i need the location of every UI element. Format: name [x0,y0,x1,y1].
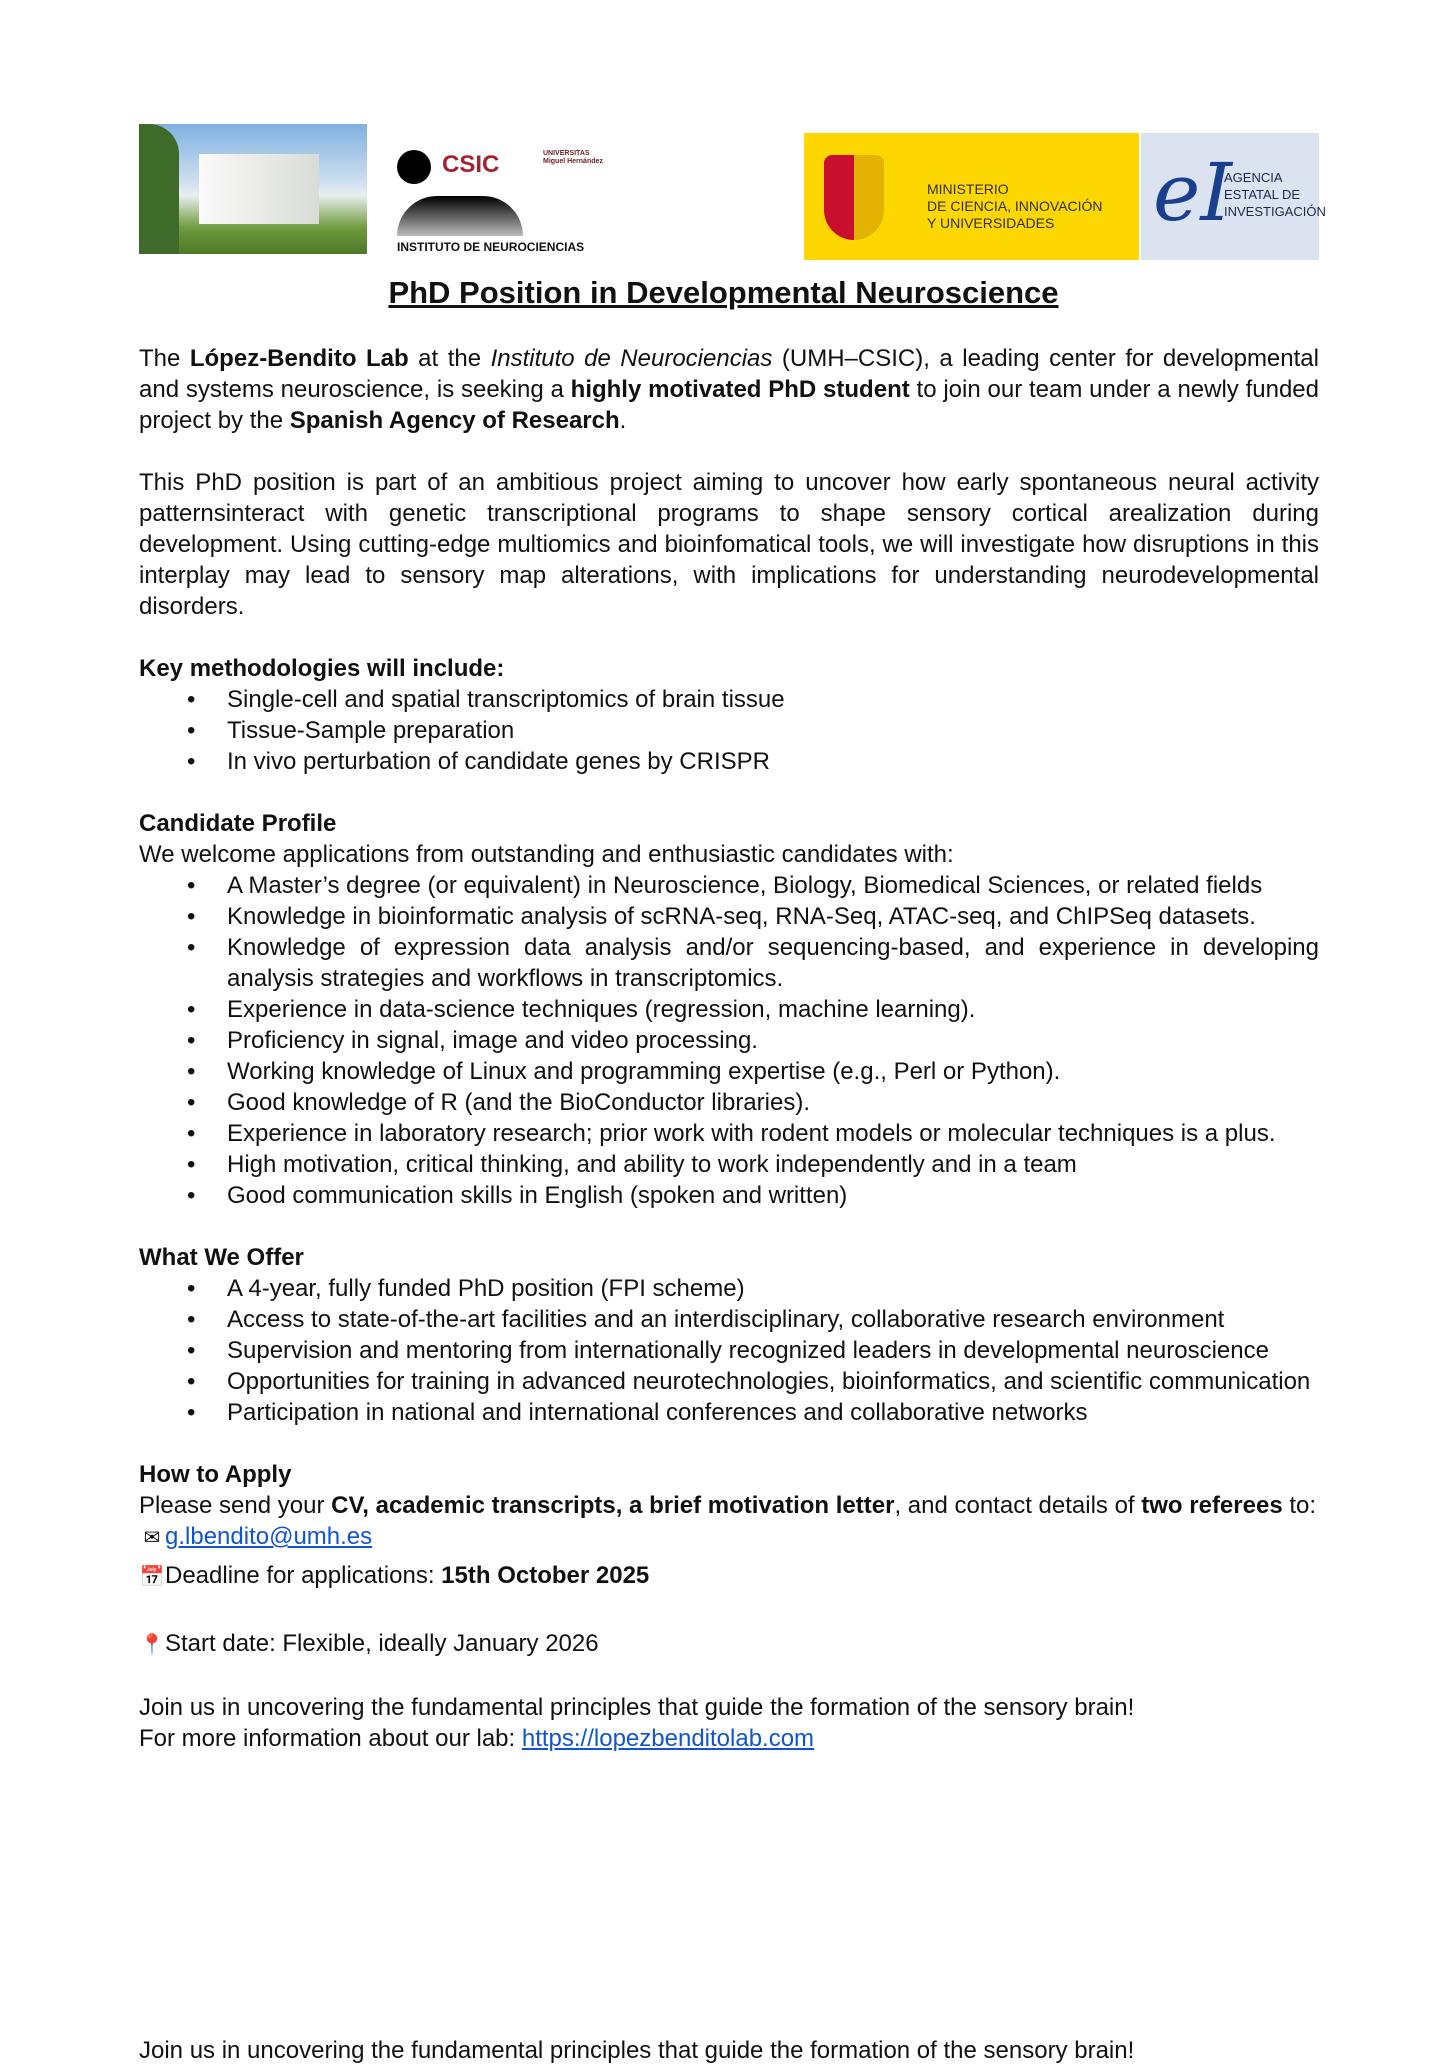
methods-list [139,684,1319,777]
list-item: • Knowledge of expression data analysis and/or sequencing-based, and experience in developing analysis strategies and workflows in transcriptomics. [227,932,1319,994]
project-paragraph: This PhD position is part of an ambitious project aiming to uncover how early spontaneous neural activity patternsinteract with genetic transcriptional programs to shape sensory cortical arealization during development. Using cutting-edge multiomics and bioinfomatical tools, we will investigate how disruptions in this interplay may lead to sensory map alterations, with implications for understanding neurodevelopmental disorders. [139,469,1319,620]
agency-logo: eI AGENCIA ESTATAL DE INVESTIGACIÓN [1141,133,1319,260]
offer-list [139,1273,1319,1428]
list-item: • Access to state-of-the-art facilities and an interdisciplinary, collaborative research environment [227,1304,1319,1335]
calendar-icon: 📅 [139,1566,165,1588]
apply-heading: How to Apply [139,1461,292,1488]
list-item: • Opportunities for training in advanced neurotechnologies, bioinformatics, and scientific communication [227,1366,1319,1397]
list-item: • Good communication skills in English (spoken and written) [227,1180,1319,1211]
start-date-line: 📍Start date: Flexible, ideally January 2026 [139,1628,1319,1661]
lab-website-link[interactable]: https://lopezbenditolab.com [521,1725,815,1752]
methods-heading: Key methodologies will include: [139,655,505,682]
list-item: • A 4-year, fully funded PhD position (FPI scheme) [227,1273,1319,1304]
csic-logo: CSIC [442,151,500,178]
list-item: • Participation in national and international conferences and collaborative networks [227,1397,1319,1428]
offer-heading: What We Offer [139,1244,304,1271]
profile-list [139,870,1319,1211]
list-item: • Experience in laboratory research; prior work with rodent models or molecular techniques is a plus. [227,1118,1319,1149]
profile-intro: We welcome applications from outstanding and enthusiastic candidates with: [139,841,954,868]
list-item: • Tissue-Sample preparation [227,715,1319,746]
more-info-line: For more information about our lab: https://lopezbenditolab.com [139,1725,815,1752]
umh-logo: UNIVERSITAS Miguel Hernández [543,150,603,165]
list-item: • Proficiency in signal, image and video processing. [227,1025,1319,1056]
spain-coat-of-arms-icon [824,155,884,240]
envelope-icon: ✉ [143,1527,161,1549]
instituto-neurociencias-logo: CSIC UNIVERSITAS Miguel Hernández INSTITUTO DE NEUROCIENCIAS [397,134,627,254]
list-item: • High motivation, critical thinking, and ability to work independently and in a team [227,1149,1319,1180]
deadline-line: 📅Deadline for applications: 15th October 2025 [139,1560,1319,1593]
email-line [139,1521,1319,1554]
list-item: • A Master’s degree (or equivalent) in Neuroscience, Biology, Biomedical Sciences, or related fields [227,870,1319,901]
intro-paragraph: The López-Bendito Lab at the Instituto de Neurociencias (UMH–CSIC), a leading center for developmental and systems neuroscience, is seeking a highly motivated PhD student to join our team under a newly funded project by the Spanish Agency of Research. [139,345,1320,434]
list-item: • Good knowledge of R (and the BioConductor libraries). [227,1087,1319,1118]
list-item: • Single-cell and spatial transcriptomics of brain tissue [227,684,1319,715]
closing-line: Join us in uncovering the fundamental principles that guide the formation of the sensory brain! [139,1694,1135,1721]
ministry-logo: MINISTERIO DE CIENCIA, INNOVACIÓN Y UNIVERSIDADES [804,133,1139,260]
document-body [139,343,1319,1754]
email-link[interactable]: g.lbendito@umh.es [165,1523,373,1550]
list-item: • Working knowledge of Linux and programming expertise (e.g., Perl or Python). [227,1056,1319,1087]
list-item: • Supervision and mentoring from internationally recognized leaders in developmental neuroscience [227,1335,1319,1366]
profile-heading: Candidate Profile [139,810,337,837]
header-logos [139,124,1326,259]
institute-building-photo [139,124,367,254]
page-title: PhD Position in Developmental Neuroscience [388,275,1059,310]
list-item: • In vivo perturbation of candidate genes by CRISPR [227,746,1319,777]
list-item: • Experience in data-science techniques (regression, machine learning). [227,994,1319,1025]
apply-paragraph: Please send your CV, academic transcripts, a brief motivation letter, and contact details of two referees to: [139,1492,1317,1519]
list-item: • Knowledge in bioinformatic analysis of scRNA-seq, RNA-Seq, ATAC-seq, and ChIPSeq datasets. [227,901,1319,932]
clipped-closing-line: Join us in uncovering the fundamental principles that guide the formation of the sensory brain! [139,2037,1135,2064]
pushpin-icon: 📍 [139,1634,165,1656]
